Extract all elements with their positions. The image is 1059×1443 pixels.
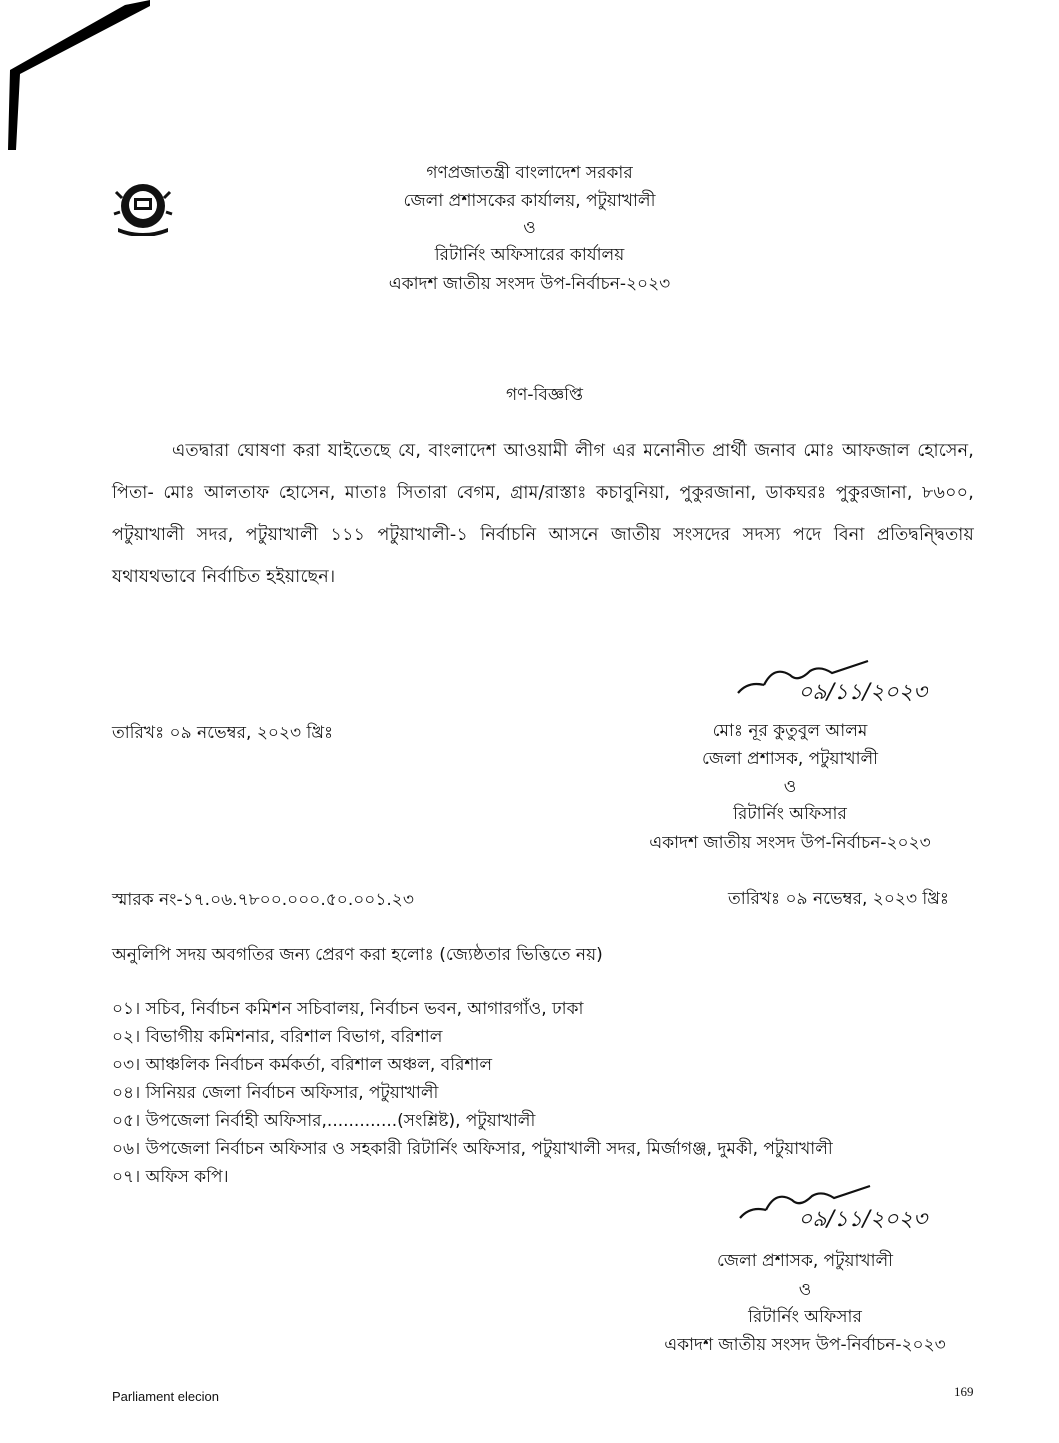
signatory2-title-ro: রিটার্নিং অফিসার	[748, 1307, 862, 1327]
header-office-ro: রিটার্নিং অফিসারের কার্যালয়	[434, 245, 625, 265]
issue-date-left: তারিখঃ ০৯ নভেম্বর, ২০২৩ খ্রিঃ	[112, 723, 334, 743]
signatory-title-election: একাদশ জাতীয় সংসদ উপ-নির্বাচন-২০২৩	[649, 833, 931, 853]
handwritten-signature-2	[732, 1178, 932, 1234]
handwritten-signature-1	[728, 655, 928, 705]
signatory2-title-dc: জেলা প্রশাসক, পটুয়াখালী	[716, 1251, 894, 1271]
list-item: ০১। সচিব, নির্বাচন কমিশন সচিবালয়, নির্বাচন ভবন, আগারগাঁও, ঢাকা	[112, 999, 584, 1019]
copy-heading: অনুলিপি সদয় অবগতির জন্য প্রেরণ করা হলোঃ (জ্যেষ্ঠতার ভিত্তিতে নয়)	[112, 945, 603, 965]
page-number: 169	[954, 1384, 974, 1399]
header-election: একাদশ জাতীয় সংসদ উপ-নির্বাচন-২০২৩	[388, 274, 671, 294]
signatory2-and: ও	[798, 1280, 812, 1300]
scan-edge-mark	[0, 0, 160, 160]
header-office-dc: জেলা প্রশাসকের কার্যালয়, পটুয়াখালী	[403, 191, 656, 211]
memo-date: তারিখঃ ০৯ নভেম্বর, ২০২৩ খ্রিঃ	[727, 889, 949, 909]
copy-list	[112, 995, 972, 1191]
list-item: ০৩। আঞ্চলিক নির্বাচন কর্মকর্তা, বরিশাল অঞ্চল, বরিশাল	[112, 1055, 493, 1075]
signatory-and: ও	[783, 777, 797, 797]
signatory2-title-election: একাদশ জাতীয় সংসদ উপ-নির্বাচন-২০২৩	[664, 1335, 946, 1355]
notice-body: এতদ্বারা ঘোষণা করা যাইতেছে যে, বাংলাদেশ আওয়ামী লীগ এর মনোনীত প্রার্থী জনাব মোঃ আফজাল হোসেন, পিতা- মোঃ আলতাফ হোসেন, মাতাঃ সিতারা বেগম, গ্রাম/রাস্তাঃ কচাবুনিয়া, পুকুরজানা, ডাকঘরঃ পুকুরজানা, ৮৬০০, পটুয়াখালী সদর, পটুয়াখালী ১১১ পটুয়াখালী-১ নির্বাচনি আসনে জাতীয় সংসদের সদস্য পদে বিনা প্রতিদ্বন্দ্বিতায় যথাযথভাবে নির্বাচিত হইয়াছেন।	[112, 441, 974, 587]
signature-1-date: ০৯/১১/২০২৩	[798, 680, 928, 705]
footer-label: Parliament elecion	[112, 1389, 219, 1404]
list-item: ০৬। উপজেলা নির্বাচন অফিসার ও সহকারী রিটার্নিং অফিসার, পটুয়াখালী সদর, মির্জাগঞ্জ, দুমকী, পটুয়াখালী	[112, 1139, 833, 1159]
signatory-name: মোঃ নূর কুতুবুল আলম	[712, 721, 868, 741]
list-item: ০৭। অফিস কপি।	[112, 1167, 229, 1187]
memo-number: স্মারক নং-১৭.০৬.৭৮০০.০০০.৫০.০০১.২৩	[112, 890, 414, 910]
signatory-title-ro: রিটার্নিং অফিসার	[733, 804, 847, 824]
list-item: ০৪। সিনিয়র জেলা নির্বাচন অফিসার, পটুয়াখালী	[112, 1083, 439, 1103]
notice-title: গণ-বিজ্ঞপ্তি	[506, 385, 583, 405]
list-item: ০৫। উপজেলা নির্বাহী অফিসার,.............(সংশ্লিষ্ট), পটুয়াখালী	[112, 1111, 536, 1131]
list-item: ০২। বিভাগীয় কমিশনার, বরিশাল বিভাগ, বরিশাল	[112, 1027, 443, 1047]
header-government: গণপ্রজাতন্ত্রী বাংলাদেশ সরকার	[426, 163, 633, 183]
signatory-title-dc: জেলা প্রশাসক, পটুয়াখালী	[701, 749, 879, 769]
signature-2-date: ০৯/১১/২০২৩	[798, 1207, 928, 1232]
header-and: ও	[523, 218, 536, 238]
